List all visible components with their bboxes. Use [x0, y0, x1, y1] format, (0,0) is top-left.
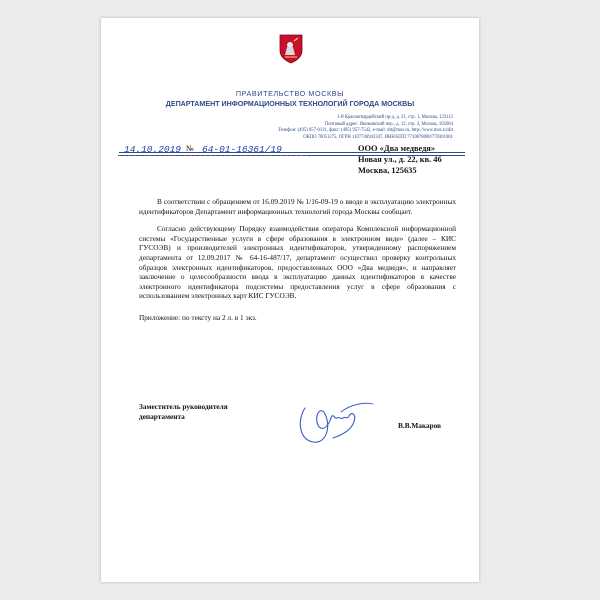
- registration-date: 14.10.2019: [124, 144, 182, 155]
- recipient-block: [358, 143, 473, 176]
- number-sign: №: [186, 144, 194, 153]
- postal-address-line: Почтовый адрес: Якиманский пер., д. 12, стр. 3, Москва, 105064: [324, 121, 453, 127]
- recipient-street: Новая ул., д. 22, кв. 46: [358, 155, 442, 164]
- handwritten-signature: [291, 390, 391, 454]
- signer-position-line: Заместитель руководителя: [139, 402, 228, 411]
- recipient-city: Москва, 125635: [358, 166, 417, 175]
- contacts-line: Телефон: (495) 957-0131, факс: (495) 957-7542, e-mail: dit@mos.ru, http://www.mos.ru/dit: [277, 128, 453, 134]
- body-paragraph: Согласно действующему Порядку взаимодействия оператора Комплексной информационной системы «Государственные услуги в сфере образования в электронном виде» (далее – КИС ГУСОЭВ) и производителей электронных идентификаторов, утвержденному распоряжением департамента от 12.09.2017 № 64-16-487/17, департамент осуществил проверку контрольных образцов электронных идентификаторов, предоставленных ООО «Два медведя», и направляет заключение о целесообразности ввода в эксплуатацию данных идентификаторов в качестве электронного идентификатора подсистемы предоставления услуг в сфере образования с использованием электронных карт КИС ГУСОЭВ.: [139, 224, 456, 301]
- body-paragraph: В соответствии с обращением от 16.09.2019 № 1/16-09-19 о вводе в эксплуатацию электронных идентификаторов Департамент информационных технологий города Москвы сообщает.: [139, 197, 456, 216]
- signer-name: В.В.Макаров: [398, 421, 442, 430]
- registration-stamp: [118, 144, 298, 158]
- registration-underline: [118, 155, 308, 156]
- government-name: ПРАВИТЕЛЬСТВО МОСКВЫ: [235, 89, 345, 98]
- document-page: [101, 18, 479, 582]
- registry-codes-line: ОКПО 70051275, ОГРН 1107746943347, ИНН/КПП 7710878000/770301001: [303, 134, 453, 140]
- registration-number: 64-01-16361/19: [202, 144, 282, 155]
- letter-body: [139, 197, 456, 331]
- signer-position-line: департамента: [139, 412, 185, 421]
- letterhead-address: [123, 115, 453, 141]
- department-name: ДЕПАРТАМЕНТ ИНФОРМАЦИОННЫХ ТЕХНОЛОГИЙ ГОРОДА МОСКВЫ: [165, 100, 415, 108]
- address-line: 1-й Красногвардейский пр-д, д. 21, стр. 1, Москва, 123112: [337, 115, 453, 120]
- moscow-coat-of-arms-icon: [278, 33, 304, 65]
- signer-position: [139, 402, 279, 422]
- recipient-company: ООО «Два медведя»: [358, 144, 436, 153]
- attachment-note: Приложение: по тексту на 2 л. в 1 экз.: [139, 312, 257, 322]
